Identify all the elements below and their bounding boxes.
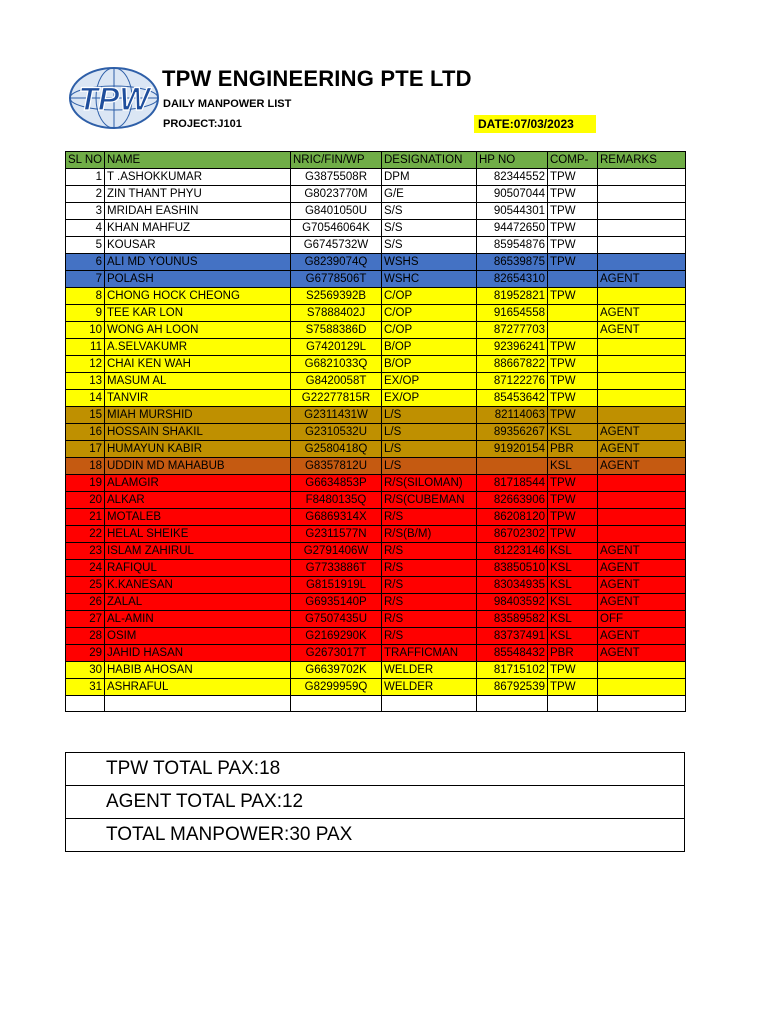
cell-comp: KSL (548, 577, 598, 594)
table-row (66, 441, 686, 458)
cell-hp: 87277703 (477, 322, 548, 339)
cell-sl: 26 (66, 594, 105, 611)
cell-name: KOUSAR (105, 237, 291, 254)
table-row (66, 662, 686, 679)
cell-comp (548, 305, 598, 322)
cell-comp: TPW (548, 679, 598, 696)
cell-designation: B/OP (382, 356, 477, 373)
cell-designation: R/S (382, 577, 477, 594)
cell-designation: L/S (382, 424, 477, 441)
cell-nric: G7733886T (291, 560, 382, 577)
cell-sl: 14 (66, 390, 105, 407)
cell-comp: TPW (548, 288, 598, 305)
cell-comp: KSL (548, 594, 598, 611)
cell-comp: TPW (548, 492, 598, 509)
cell-remarks (598, 679, 686, 696)
table-row (66, 611, 686, 628)
cell-name: ZALAL (105, 594, 291, 611)
cell-designation: EX/OP (382, 373, 477, 390)
cell-comp: TPW (548, 407, 598, 424)
cell-sl: 23 (66, 543, 105, 560)
blank-cell (382, 696, 477, 712)
cell-designation: L/S (382, 458, 477, 475)
table-row (66, 594, 686, 611)
blank-cell (66, 696, 105, 712)
cell-remarks: AGENT (598, 441, 686, 458)
cell-hp: 85453642 (477, 390, 548, 407)
cell-comp: TPW (548, 356, 598, 373)
cell-designation: R/S (382, 543, 477, 560)
cell-nric: G3875508R (291, 169, 382, 186)
blank-cell (291, 696, 382, 712)
table-row (66, 390, 686, 407)
cell-designation: B/OP (382, 339, 477, 356)
cell-sl: 20 (66, 492, 105, 509)
cell-comp: TPW (548, 186, 598, 203)
table-row (66, 475, 686, 492)
cell-name: CHAI KEN WAH (105, 356, 291, 373)
cell-remarks: AGENT (598, 543, 686, 560)
table-row (66, 356, 686, 373)
blank-cell (105, 696, 291, 712)
cell-name: HUMAYUN KABIR (105, 441, 291, 458)
cell-comp: TPW (548, 169, 598, 186)
cell-sl: 13 (66, 373, 105, 390)
cell-designation: L/S (382, 407, 477, 424)
cell-remarks (598, 373, 686, 390)
cell-name: MASUM AL (105, 373, 291, 390)
cell-remarks (598, 339, 686, 356)
cell-sl: 31 (66, 679, 105, 696)
logo-text: TPW (78, 81, 150, 117)
cell-name: HELAL SHEIKE (105, 526, 291, 543)
cell-hp: 82114063 (477, 407, 548, 424)
column-header: NAME (105, 152, 291, 169)
table-row (66, 220, 686, 237)
cell-designation: WSHS (382, 254, 477, 271)
cell-hp: 90544301 (477, 203, 548, 220)
cell-nric: G70546064K (291, 220, 382, 237)
cell-hp: 81952821 (477, 288, 548, 305)
cell-nric: S7588386D (291, 322, 382, 339)
table-row (66, 271, 686, 288)
cell-hp: 81718544 (477, 475, 548, 492)
cell-name: KHAN MAHFUZ (105, 220, 291, 237)
column-header: DESIGNATION (382, 152, 477, 169)
project-label: PROJECT:J101 (163, 118, 242, 130)
cell-comp: TPW (548, 662, 598, 679)
cell-comp: PBR (548, 441, 598, 458)
cell-sl: 5 (66, 237, 105, 254)
cell-remarks: AGENT (598, 577, 686, 594)
cell-sl: 6 (66, 254, 105, 271)
cell-name: ISLAM ZAHIRUL (105, 543, 291, 560)
cell-designation: R/S(SILOMAN) (382, 475, 477, 492)
cell-name: MOTALEB (105, 509, 291, 526)
cell-comp: KSL (548, 424, 598, 441)
blank-row (66, 696, 686, 712)
agent-total: AGENT TOTAL PAX:12 (66, 786, 685, 819)
cell-designation: L/S (382, 441, 477, 458)
cell-hp (477, 458, 548, 475)
cell-hp: 83737491 (477, 628, 548, 645)
cell-hp: 86702302 (477, 526, 548, 543)
cell-designation: R/S (382, 628, 477, 645)
table-row (66, 628, 686, 645)
cell-hp: 88667822 (477, 356, 548, 373)
cell-remarks (598, 492, 686, 509)
cell-comp: TPW (548, 390, 598, 407)
cell-designation: S/S (382, 237, 477, 254)
date-label: DATE:07/03/2023 (474, 115, 596, 133)
cell-remarks: AGENT (598, 271, 686, 288)
cell-sl: 25 (66, 577, 105, 594)
cell-comp: TPW (548, 237, 598, 254)
cell-sl: 29 (66, 645, 105, 662)
cell-remarks: AGENT (598, 628, 686, 645)
cell-designation: G/E (382, 186, 477, 203)
cell-designation: S/S (382, 220, 477, 237)
cell-name: ASHRAFUL (105, 679, 291, 696)
cell-sl: 30 (66, 662, 105, 679)
cell-designation: C/OP (382, 288, 477, 305)
table-row (66, 458, 686, 475)
cell-designation: C/OP (382, 305, 477, 322)
cell-comp: TPW (548, 526, 598, 543)
cell-hp: 89356267 (477, 424, 548, 441)
table-row (66, 577, 686, 594)
cell-remarks: AGENT (598, 645, 686, 662)
column-header: SL NO (66, 152, 105, 169)
cell-nric: G2580418Q (291, 441, 382, 458)
cell-hp: 92396241 (477, 339, 548, 356)
cell-hp: 82663906 (477, 492, 548, 509)
cell-sl: 12 (66, 356, 105, 373)
cell-nric: G8401050U (291, 203, 382, 220)
table-row (66, 203, 686, 220)
cell-hp: 91920154 (477, 441, 548, 458)
blank-cell (548, 696, 598, 712)
cell-comp: TPW (548, 220, 598, 237)
cell-comp: TPW (548, 373, 598, 390)
cell-designation: R/S (382, 509, 477, 526)
cell-remarks (598, 203, 686, 220)
cell-remarks (598, 509, 686, 526)
cell-designation: C/OP (382, 322, 477, 339)
cell-remarks (598, 237, 686, 254)
cell-nric: G6935140P (291, 594, 382, 611)
table-row (66, 322, 686, 339)
cell-designation: R/S(CUBEMAN (382, 492, 477, 509)
cell-name: AL-AMIN (105, 611, 291, 628)
blank-cell (477, 696, 548, 712)
cell-nric: G6778506T (291, 271, 382, 288)
table-row (66, 509, 686, 526)
cell-hp: 83034935 (477, 577, 548, 594)
cell-designation: R/S (382, 594, 477, 611)
cell-nric: G2311577N (291, 526, 382, 543)
cell-sl: 16 (66, 424, 105, 441)
cell-sl: 27 (66, 611, 105, 628)
cell-nric: G7420129L (291, 339, 382, 356)
cell-nric: G2791406W (291, 543, 382, 560)
cell-hp: 81715102 (477, 662, 548, 679)
cell-sl: 4 (66, 220, 105, 237)
cell-name: K.KANESAN (105, 577, 291, 594)
table-row (66, 424, 686, 441)
cell-nric: G2310532U (291, 424, 382, 441)
cell-designation: WSHC (382, 271, 477, 288)
cell-nric: G8151919L (291, 577, 382, 594)
cell-hp: 86792539 (477, 679, 548, 696)
cell-nric: G6821033Q (291, 356, 382, 373)
cell-nric: G6745732W (291, 237, 382, 254)
cell-hp: 85954876 (477, 237, 548, 254)
table-row (66, 373, 686, 390)
cell-name: POLASH (105, 271, 291, 288)
cell-designation: TRAFFICMAN (382, 645, 477, 662)
cell-comp: TPW (548, 509, 598, 526)
cell-name: A.SELVAKUMR (105, 339, 291, 356)
cell-hp: 83850510 (477, 560, 548, 577)
table-row (66, 339, 686, 356)
cell-name: ALAMGIR (105, 475, 291, 492)
cell-nric: S2569392B (291, 288, 382, 305)
cell-sl: 19 (66, 475, 105, 492)
cell-hp: 98403592 (477, 594, 548, 611)
cell-nric: G2673017T (291, 645, 382, 662)
cell-nric: G7507435U (291, 611, 382, 628)
cell-remarks: AGENT (598, 594, 686, 611)
table-row (66, 679, 686, 696)
cell-nric: G6634853P (291, 475, 382, 492)
cell-designation: S/S (382, 203, 477, 220)
cell-nric: G22277815R (291, 390, 382, 407)
cell-sl: 15 (66, 407, 105, 424)
cell-remarks: AGENT (598, 322, 686, 339)
table-row (66, 526, 686, 543)
cell-sl: 9 (66, 305, 105, 322)
tpw-total: TPW TOTAL PAX:18 (66, 753, 685, 786)
cell-hp: 87122276 (477, 373, 548, 390)
cell-nric: G2169290K (291, 628, 382, 645)
cell-name: T .ASHOKKUMAR (105, 169, 291, 186)
cell-remarks (598, 662, 686, 679)
cell-name: MIAH MURSHID (105, 407, 291, 424)
tpw-logo (68, 66, 160, 130)
table-row (66, 543, 686, 560)
cell-comp: KSL (548, 458, 598, 475)
cell-remarks (598, 356, 686, 373)
cell-name: ALKAR (105, 492, 291, 509)
cell-comp: TPW (548, 203, 598, 220)
cell-sl: 22 (66, 526, 105, 543)
table-row (66, 186, 686, 203)
cell-sl: 8 (66, 288, 105, 305)
cell-name: ZIN THANT PHYU (105, 186, 291, 203)
cell-remarks (598, 254, 686, 271)
column-header: NRIC/FIN/WP (291, 152, 382, 169)
cell-hp: 86208120 (477, 509, 548, 526)
cell-sl: 1 (66, 169, 105, 186)
cell-sl: 3 (66, 203, 105, 220)
table-row (66, 407, 686, 424)
list-title: DAILY MANPOWER LIST (163, 98, 292, 110)
manpower-table (65, 151, 686, 712)
cell-name: ALI MD YOUNUS (105, 254, 291, 271)
cell-name: RAFIQUL (105, 560, 291, 577)
table-row (66, 560, 686, 577)
manpower-total: TOTAL MANPOWER:30 PAX (66, 819, 685, 852)
cell-remarks (598, 390, 686, 407)
cell-remarks: AGENT (598, 424, 686, 441)
cell-designation: WELDER (382, 662, 477, 679)
cell-nric: G8357812U (291, 458, 382, 475)
cell-comp: KSL (548, 543, 598, 560)
cell-name: HABIB AHOSAN (105, 662, 291, 679)
cell-name: HOSSAIN SHAKIL (105, 424, 291, 441)
cell-remarks (598, 288, 686, 305)
cell-nric: G8023770M (291, 186, 382, 203)
column-header: HP NO (477, 152, 548, 169)
totals-table (65, 752, 685, 852)
cell-hp: 81223146 (477, 543, 548, 560)
cell-hp: 83589582 (477, 611, 548, 628)
cell-remarks (598, 169, 686, 186)
cell-nric: F8480135Q (291, 492, 382, 509)
cell-hp: 85548432 (477, 645, 548, 662)
cell-sl: 28 (66, 628, 105, 645)
column-header: REMARKS (598, 152, 686, 169)
table-row (66, 169, 686, 186)
cell-designation: EX/OP (382, 390, 477, 407)
cell-nric: S7888402J (291, 305, 382, 322)
cell-name: OSIM (105, 628, 291, 645)
cell-comp: TPW (548, 475, 598, 492)
cell-hp: 90507044 (477, 186, 548, 203)
cell-sl: 2 (66, 186, 105, 203)
cell-name: WONG AH LOON (105, 322, 291, 339)
table-header-row (66, 152, 686, 169)
cell-designation: R/S(B/M) (382, 526, 477, 543)
cell-sl: 24 (66, 560, 105, 577)
cell-hp: 94472650 (477, 220, 548, 237)
cell-remarks (598, 475, 686, 492)
cell-nric: G8239074Q (291, 254, 382, 271)
cell-comp: PBR (548, 645, 598, 662)
cell-name: TANVIR (105, 390, 291, 407)
company-name: TPW ENGINEERING PTE LTD (162, 66, 472, 91)
cell-name: TEE KAR LON (105, 305, 291, 322)
table-row (66, 254, 686, 271)
cell-name: MRIDAH EASHIN (105, 203, 291, 220)
cell-hp: 82344552 (477, 169, 548, 186)
cell-sl: 21 (66, 509, 105, 526)
cell-name: JAHID HASAN (105, 645, 291, 662)
cell-nric: G8420058T (291, 373, 382, 390)
cell-designation: R/S (382, 611, 477, 628)
cell-designation: WELDER (382, 679, 477, 696)
table-row (66, 288, 686, 305)
blank-cell (598, 696, 686, 712)
cell-comp: KSL (548, 628, 598, 645)
cell-comp: TPW (548, 339, 598, 356)
cell-hp: 82654310 (477, 271, 548, 288)
cell-remarks (598, 220, 686, 237)
cell-remarks (598, 407, 686, 424)
cell-comp (548, 322, 598, 339)
cell-nric: G8299959Q (291, 679, 382, 696)
cell-sl: 10 (66, 322, 105, 339)
column-header: COMP- (548, 152, 598, 169)
cell-remarks (598, 526, 686, 543)
cell-sl: 11 (66, 339, 105, 356)
table-row (66, 237, 686, 254)
cell-sl: 17 (66, 441, 105, 458)
cell-name: CHONG HOCK CHEONG (105, 288, 291, 305)
cell-name: UDDIN MD MAHABUB (105, 458, 291, 475)
cell-nric: G6869314X (291, 509, 382, 526)
cell-remarks: AGENT (598, 560, 686, 577)
cell-sl: 18 (66, 458, 105, 475)
table-row (66, 305, 686, 322)
cell-designation: R/S (382, 560, 477, 577)
cell-remarks: OFF (598, 611, 686, 628)
cell-comp: TPW (548, 254, 598, 271)
cell-remarks (598, 186, 686, 203)
cell-nric: G6639702K (291, 662, 382, 679)
cell-comp: KSL (548, 560, 598, 577)
cell-hp: 86539875 (477, 254, 548, 271)
cell-remarks: AGENT (598, 458, 686, 475)
cell-nric: G2311431W (291, 407, 382, 424)
cell-remarks: AGENT (598, 305, 686, 322)
cell-comp (548, 271, 598, 288)
cell-sl: 7 (66, 271, 105, 288)
cell-comp: KSL (548, 611, 598, 628)
table-row (66, 645, 686, 662)
table-row (66, 492, 686, 509)
cell-hp: 91654558 (477, 305, 548, 322)
cell-designation: DPM (382, 169, 477, 186)
